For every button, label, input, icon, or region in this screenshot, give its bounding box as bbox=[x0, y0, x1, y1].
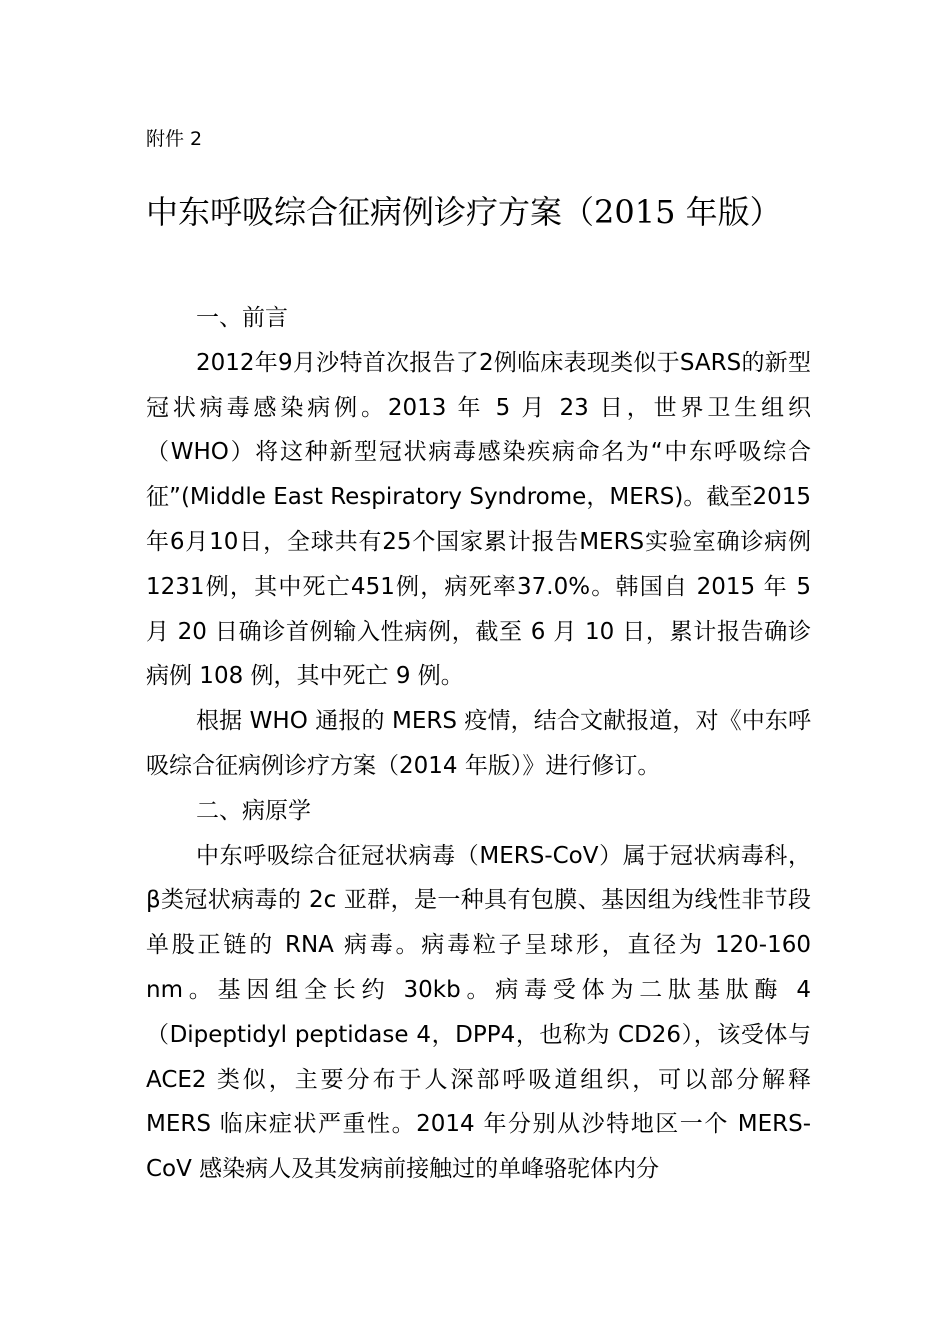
paragraph-etiology-1: 中东呼吸综合征冠状病毒（MERS-CoV）属于冠状病毒科，β类冠状病毒的 2c 亚群，是一种具有包膜、基因组为线性非节段单股正链的 RNA 病毒。病毒粒子呈球形，直径为 120-160 nm。基因组全长约 30kb。病毒受体为二肽基肽酶 4（Dipeptidyl peptidase 4，DPP4，也称为 CD26），该受体与 ACE2 类似，主要分布于人深部呼吸道组织，可以部分解释 MERS 临床症状严重性。2014 年分别从沙特地区一个 MERS-CoV 感染病人及其发病前接触过的单峰骆驼体内分 bbox=[146, 842, 811, 1183]
document-body bbox=[146, 296, 811, 1192]
section-heading-etiology: 二、病原学 bbox=[196, 797, 311, 824]
section-heading-preface: 一、前言 bbox=[196, 305, 288, 331]
paragraph-preface-2: 根据 WHO 通报的 MERS 疫情，结合文献报道，对《中东呼吸综合征病例诊疗方案（2014 年版）》进行修订。 bbox=[146, 708, 811, 779]
paragraph-preface-1: 2012年9月沙特首次报告了2例临床表现类似于SARS的新型冠状病毒感染病例。2013 年 5 月 23 日，世界卫生组织（WHO）将这种新型冠状病毒感染疾病命名为“中东呼吸综合征”(Middle East Respiratory Syndrome，MERS)。截至2015年6月10日，全球共有25个国家累计报告MERS实验室确诊病例1231例，其中死亡451例，病死率37.0%。韩国自 2015 年 5 月 20 日确诊首例输入性病例，截至 6 月 10 日，累计报告确诊病例 108 例，其中死亡 9 例。 bbox=[146, 349, 811, 690]
attachment-label: 附件 2 bbox=[146, 128, 203, 150]
document-title: 中东呼吸综合征病例诊疗方案（2015 年版） bbox=[146, 193, 782, 231]
